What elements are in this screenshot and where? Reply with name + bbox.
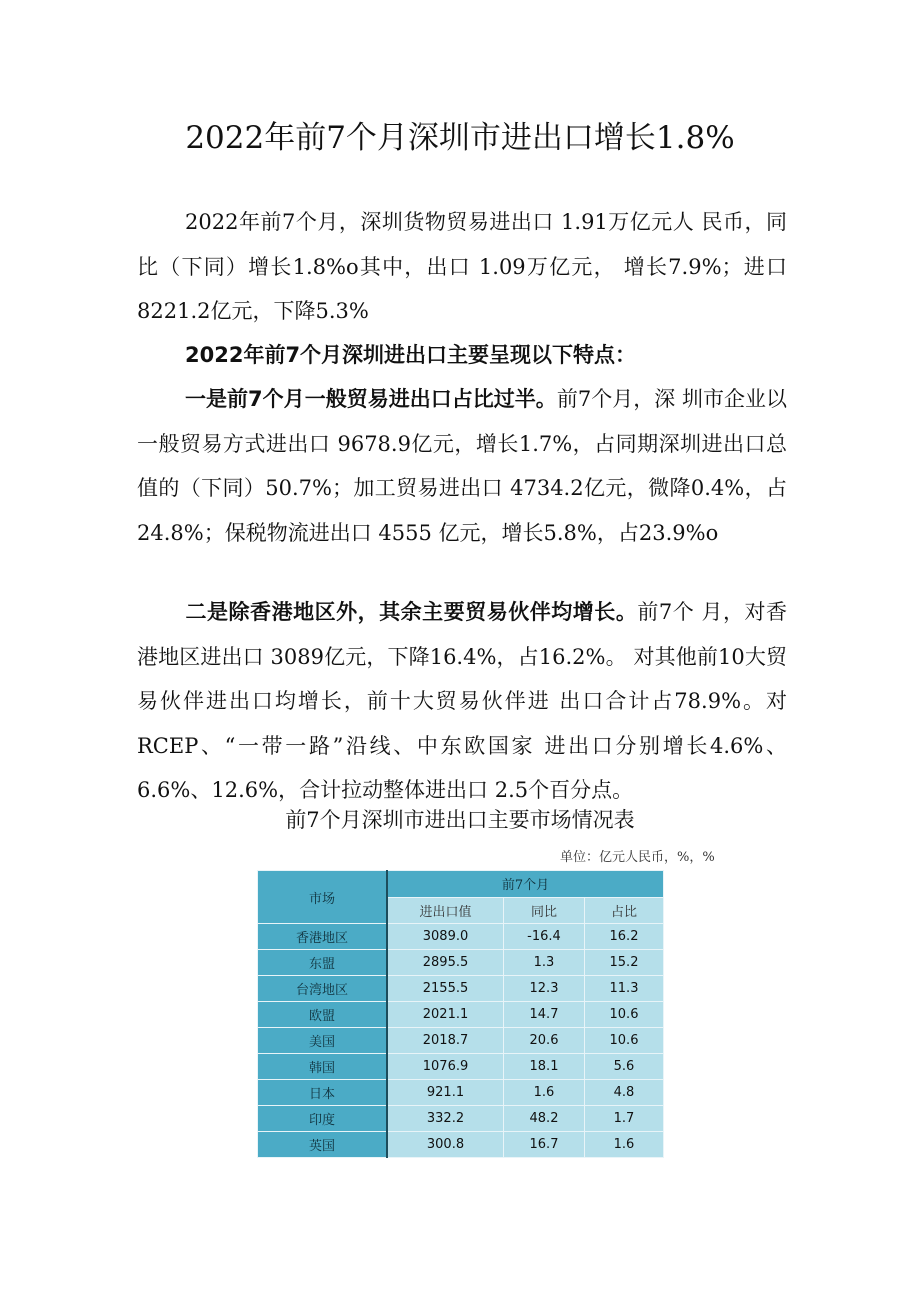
header-share: 占比 [585, 897, 664, 924]
share-cell: 1.7 [585, 1106, 664, 1132]
value-cell: 300.8 [387, 1132, 504, 1158]
value-cell: 2155.5 [387, 976, 504, 1002]
value-cell: 2021.1 [387, 1002, 504, 1028]
share-cell: 15.2 [585, 950, 664, 976]
document-title: 2022年前7个月深圳市进出口增长1.8% [185, 120, 735, 156]
header-market: 市场 [258, 871, 388, 924]
yoy-cell: 18.1 [504, 1054, 585, 1080]
table-row [258, 1106, 664, 1132]
value-cell: 2018.7 [387, 1028, 504, 1054]
table-row [258, 976, 664, 1002]
value-cell: 2895.5 [387, 950, 504, 976]
yoy-cell: 16.7 [504, 1132, 585, 1158]
market-cell: 香港地区 [258, 924, 388, 950]
yoy-cell: 1.3 [504, 950, 585, 976]
yoy-cell: 14.7 [504, 1002, 585, 1028]
share-cell: 5.6 [585, 1054, 664, 1080]
share-cell: 10.6 [585, 1002, 664, 1028]
share-cell: 11.3 [585, 976, 664, 1002]
header-group: 前7个月 [387, 871, 664, 898]
table-header-row [258, 871, 664, 898]
table-row [258, 1028, 664, 1054]
table-row [258, 950, 664, 976]
yoy-cell: 1.6 [504, 1080, 585, 1106]
general-trade-text: 前7个月，深 圳市企业以一般贸易方式进出口 9678.9亿元，增长1.7%，占同期深圳进出口总值的（下同）50.7%；加工贸易进出口 4734.2亿元，微降0.4%，占24.8%；保税物流进出口 4555 亿元，增长5.8%，占23.9%o [137, 387, 787, 545]
yoy-cell: 12.3 [504, 976, 585, 1002]
market-cell: 日本 [258, 1080, 388, 1106]
general-trade-lead: 一是前7个月一般贸易进出口占比过半。 [185, 387, 557, 411]
features-heading-text: 2022年前7个月深圳进出口主要呈现以下特点： [185, 343, 637, 367]
trade-partners-text: 前7个 月，对香港地区进出口 3089亿元，下降16.4%，占16.2%。 对其他前10大贸易伙伴进出口均增长，前十大贸易伙伴进 出口合计占78.9%。对RCEP、“一带一路”沿线、中东欧国家 进出口分别增长4.6%、6.6%、12.6%，合计拉动整体进出口 2.5个百分点。 [137, 600, 787, 802]
share-cell: 10.6 [585, 1028, 664, 1054]
market-cell: 东盟 [258, 950, 388, 976]
yoy-cell: 48.2 [504, 1106, 585, 1132]
market-cell: 韩国 [258, 1054, 388, 1080]
market-table [257, 870, 664, 1158]
paragraph-general-trade [137, 377, 787, 555]
market-cell: 美国 [258, 1028, 388, 1054]
market-cell: 台湾地区 [258, 976, 388, 1002]
value-cell: 332.2 [387, 1106, 504, 1132]
table-row [258, 1132, 664, 1158]
table-row [258, 1054, 664, 1080]
paragraph-trade-partners [137, 590, 787, 813]
share-cell: 1.6 [585, 1132, 664, 1158]
header-yoy: 同比 [504, 897, 585, 924]
value-cell: 921.1 [387, 1080, 504, 1106]
yoy-cell: 20.6 [504, 1028, 585, 1054]
table-row [258, 1002, 664, 1028]
paragraph-summary-text: 2022年前7个月，深圳货物贸易进出口 1.91万亿元人 民币，同比（下同）增长1.8%o其中，出口 1.09万亿元， 增长7.9%；进口 8221.2亿元，下降5.3% [137, 210, 787, 323]
table-title: 前7个月深圳市进出口主要市场情况表 [285, 808, 635, 832]
value-cell: 1076.9 [387, 1054, 504, 1080]
market-cell: 欧盟 [258, 1002, 388, 1028]
market-cell: 印度 [258, 1106, 388, 1132]
header-value: 进出口值 [387, 897, 504, 924]
table-row [258, 924, 664, 950]
share-cell: 4.8 [585, 1080, 664, 1106]
paragraph-summary [137, 200, 787, 334]
market-cell: 英国 [258, 1132, 388, 1158]
share-cell: 16.2 [585, 924, 664, 950]
unit-note: 单位：亿元人民币，%，% [560, 850, 715, 865]
table-row [258, 1080, 664, 1106]
value-cell: 3089.0 [387, 924, 504, 950]
paragraph-features-heading [137, 333, 787, 378]
yoy-cell: -16.4 [504, 924, 585, 950]
trade-partners-lead: 二是除香港地区外，其余主要贸易伙伴均增长。 [185, 600, 638, 624]
